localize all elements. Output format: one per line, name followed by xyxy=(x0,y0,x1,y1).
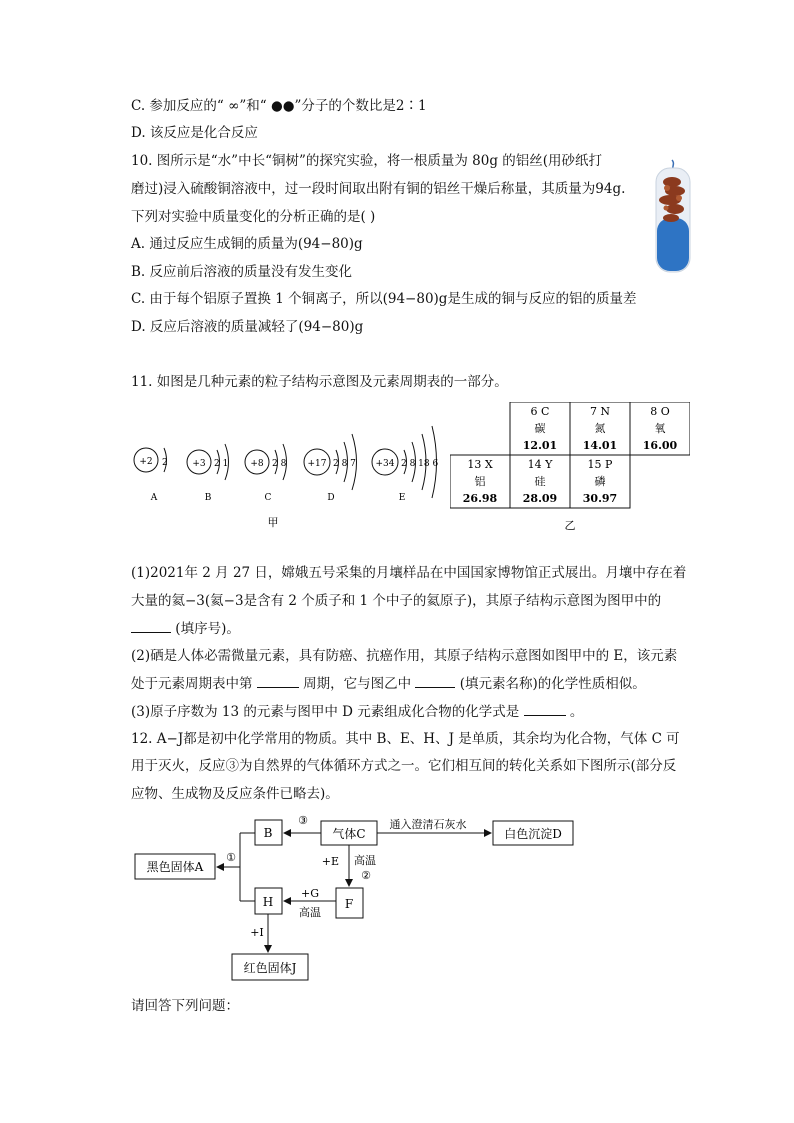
box-b-label: B xyxy=(263,826,273,840)
atom-c-shells: 2 8 xyxy=(272,459,287,469)
cell-oxygen-mass: 16.00 xyxy=(642,439,678,452)
q11-part2-text-b: 周期，它与图乙中 xyxy=(303,676,412,692)
q11-part3-text-a: (3)原子序数为 13 的元素与图甲中 D 元素组成化合物的化学式是 xyxy=(131,704,520,720)
q11-part2-text-a: 处于元素周期表中第 xyxy=(131,676,253,692)
option-d-prev: D. 该反应是化合反应 xyxy=(131,125,258,141)
cell-y-mass: 28.09 xyxy=(522,492,558,505)
reaction-3-marker: ③ xyxy=(298,814,308,827)
q10-stem-line2: 磨过)浸入硫酸铜溶液中，过一段时间取出附有铜的铝丝干燥后称量，其质量为94g. xyxy=(131,181,626,197)
answer-blank-1[interactable] xyxy=(131,618,171,633)
q11-part1-line1: (1)2021年 2 月 27 日，嫦娥五号采集的月壤样品在中国国家博物馆正式展出。月壤中存在着 xyxy=(131,565,687,581)
atom-c-nucleus: +8 xyxy=(250,459,264,469)
lime-water-label: 通入澄清石灰水 xyxy=(389,818,467,831)
answer-blank-period[interactable] xyxy=(257,673,299,688)
reaction-flow-diagram xyxy=(128,808,588,988)
q10-option-b: B. 反应前后溶液的质量没有发生变化 xyxy=(131,264,353,280)
q10-stem-line3: 下列对实验中质量变化的分析正确的是( ) xyxy=(131,209,376,225)
atom-a-shells: 2 xyxy=(162,458,168,468)
cell-y-head: 14 Y xyxy=(527,458,553,471)
figure-jia-label: 甲 xyxy=(267,516,279,529)
atom-e-nucleus: +34 xyxy=(375,459,395,469)
cell-x-name: 铝 xyxy=(474,475,486,488)
box-a-label: 黑色固体A xyxy=(146,860,204,874)
test-tube-copper-tree-image xyxy=(652,158,694,276)
cell-phosphorus-head: 15 P xyxy=(587,458,613,471)
q10-option-d: D. 反应后溶液的质量减轻了(94−80)g xyxy=(131,319,364,335)
q11-part2-line2 xyxy=(131,673,646,694)
atom-c-label: C xyxy=(264,493,272,503)
q12-stem-line1: 12. A−J都是初中化学常用的物质。其中 B、E、H、J 是单质，其余均为化合物，气体 C 可 xyxy=(131,731,680,747)
q10-option-a: A. 通过反应生成铜的质量为(94−80)g xyxy=(131,236,363,252)
cell-carbon-mass: 12.01 xyxy=(522,439,558,452)
high-temp-label-2: 高温 xyxy=(299,906,321,919)
cell-nitrogen-name: 氮 xyxy=(594,422,606,435)
atom-a-label: A xyxy=(150,493,158,503)
cell-oxygen-head: 8 O xyxy=(650,405,670,418)
reaction-1-marker: ① xyxy=(226,851,236,864)
q11-part3 xyxy=(131,701,583,722)
atom-b-nucleus: +3 xyxy=(192,459,206,469)
atom-d-shells: 2 8 7 xyxy=(333,459,356,469)
q10-stem-line1: 10. 图所示是“水”中长“铜树”的探究实验，将一根质量为 80g 的铝丝(用砂纸打 xyxy=(131,153,603,169)
box-f-label: F xyxy=(344,897,354,911)
q11-part1-hint: (填序号)。 xyxy=(175,621,240,637)
high-temp-label-1: 高温 xyxy=(354,854,376,867)
answer-blank-element[interactable] xyxy=(415,673,455,688)
plus-e-label: +E xyxy=(321,855,339,868)
cell-nitrogen-mass: 14.01 xyxy=(582,439,618,452)
q11-part1-line2: 大量的氦−3(氦−3是含有 2 个质子和 1 个中子的氦原子)，其原子结构示意图为图甲中的 xyxy=(131,593,662,609)
q11-part3-text-b: 。 xyxy=(569,704,584,720)
atom-b-shells: 2 1 xyxy=(214,459,229,469)
answer-blank-formula[interactable] xyxy=(524,701,566,716)
q12-stem-line3: 应物、生成物及反应条件已略去)。 xyxy=(131,786,339,802)
cell-carbon-name: 碳 xyxy=(534,422,546,435)
box-c-label: 气体C xyxy=(332,827,366,841)
atom-d-nucleus: +17 xyxy=(307,459,327,469)
atom-d-label: D xyxy=(327,493,335,503)
cell-carbon-head: 6 C xyxy=(530,405,550,418)
atom-structure-diagrams xyxy=(128,420,448,530)
q10-option-c: C. 由于每个铝原子置换 1 个铜离子，所以(94−80)g是生成的铜与反应的铝的质量差 xyxy=(131,291,637,307)
q11-part2-text-c: (填元素名称)的化学性质相似。 xyxy=(459,676,646,692)
plus-i-label: +I xyxy=(250,926,264,939)
atom-b-label: B xyxy=(204,493,212,503)
cell-oxygen-name: 氧 xyxy=(654,422,666,435)
atom-e-shells: 2 8 18 6 xyxy=(401,459,439,469)
box-h-label: H xyxy=(262,895,274,909)
option-c-prev: C. 参加反应的“ ∞”和“ ●●”分子的个数比是2∶1 xyxy=(131,98,427,114)
q11-part1-line3 xyxy=(131,618,240,639)
reaction-2-marker: ② xyxy=(361,869,371,882)
q11-stem: 11. 如图是几种元素的粒子结构示意图及元素周期表的一部分。 xyxy=(131,374,508,390)
q12-answer-prompt: 请回答下列问题： xyxy=(131,998,239,1014)
cell-y-name: 硅 xyxy=(534,475,546,488)
atom-e-label: E xyxy=(398,493,406,503)
figure-yi-label: 乙 xyxy=(564,519,576,532)
periodic-table-fragment xyxy=(450,402,690,537)
cell-x-mass: 26.98 xyxy=(462,492,498,505)
cell-x-head: 13 X xyxy=(467,458,493,471)
cell-phosphorus-mass: 30.97 xyxy=(582,492,618,505)
box-j-label: 红色固体J xyxy=(243,961,297,975)
atom-a-nucleus: +2 xyxy=(139,457,153,467)
box-d-label: 白色沉淀D xyxy=(504,827,562,841)
q12-stem-line2: 用于灭火，反应③为自然界的气体循环方式之一。它们相互间的转化关系如下图所示(部分反 xyxy=(131,758,677,774)
plus-g-label: +G xyxy=(300,887,320,900)
cell-phosphorus-name: 磷 xyxy=(594,475,606,488)
q11-part2-line1: (2)硒是人体必需微量元素，具有防癌、抗癌作用，其原子结构示意图如图甲中的 E，该元素 xyxy=(131,648,678,664)
cell-nitrogen-head: 7 N xyxy=(589,405,611,418)
